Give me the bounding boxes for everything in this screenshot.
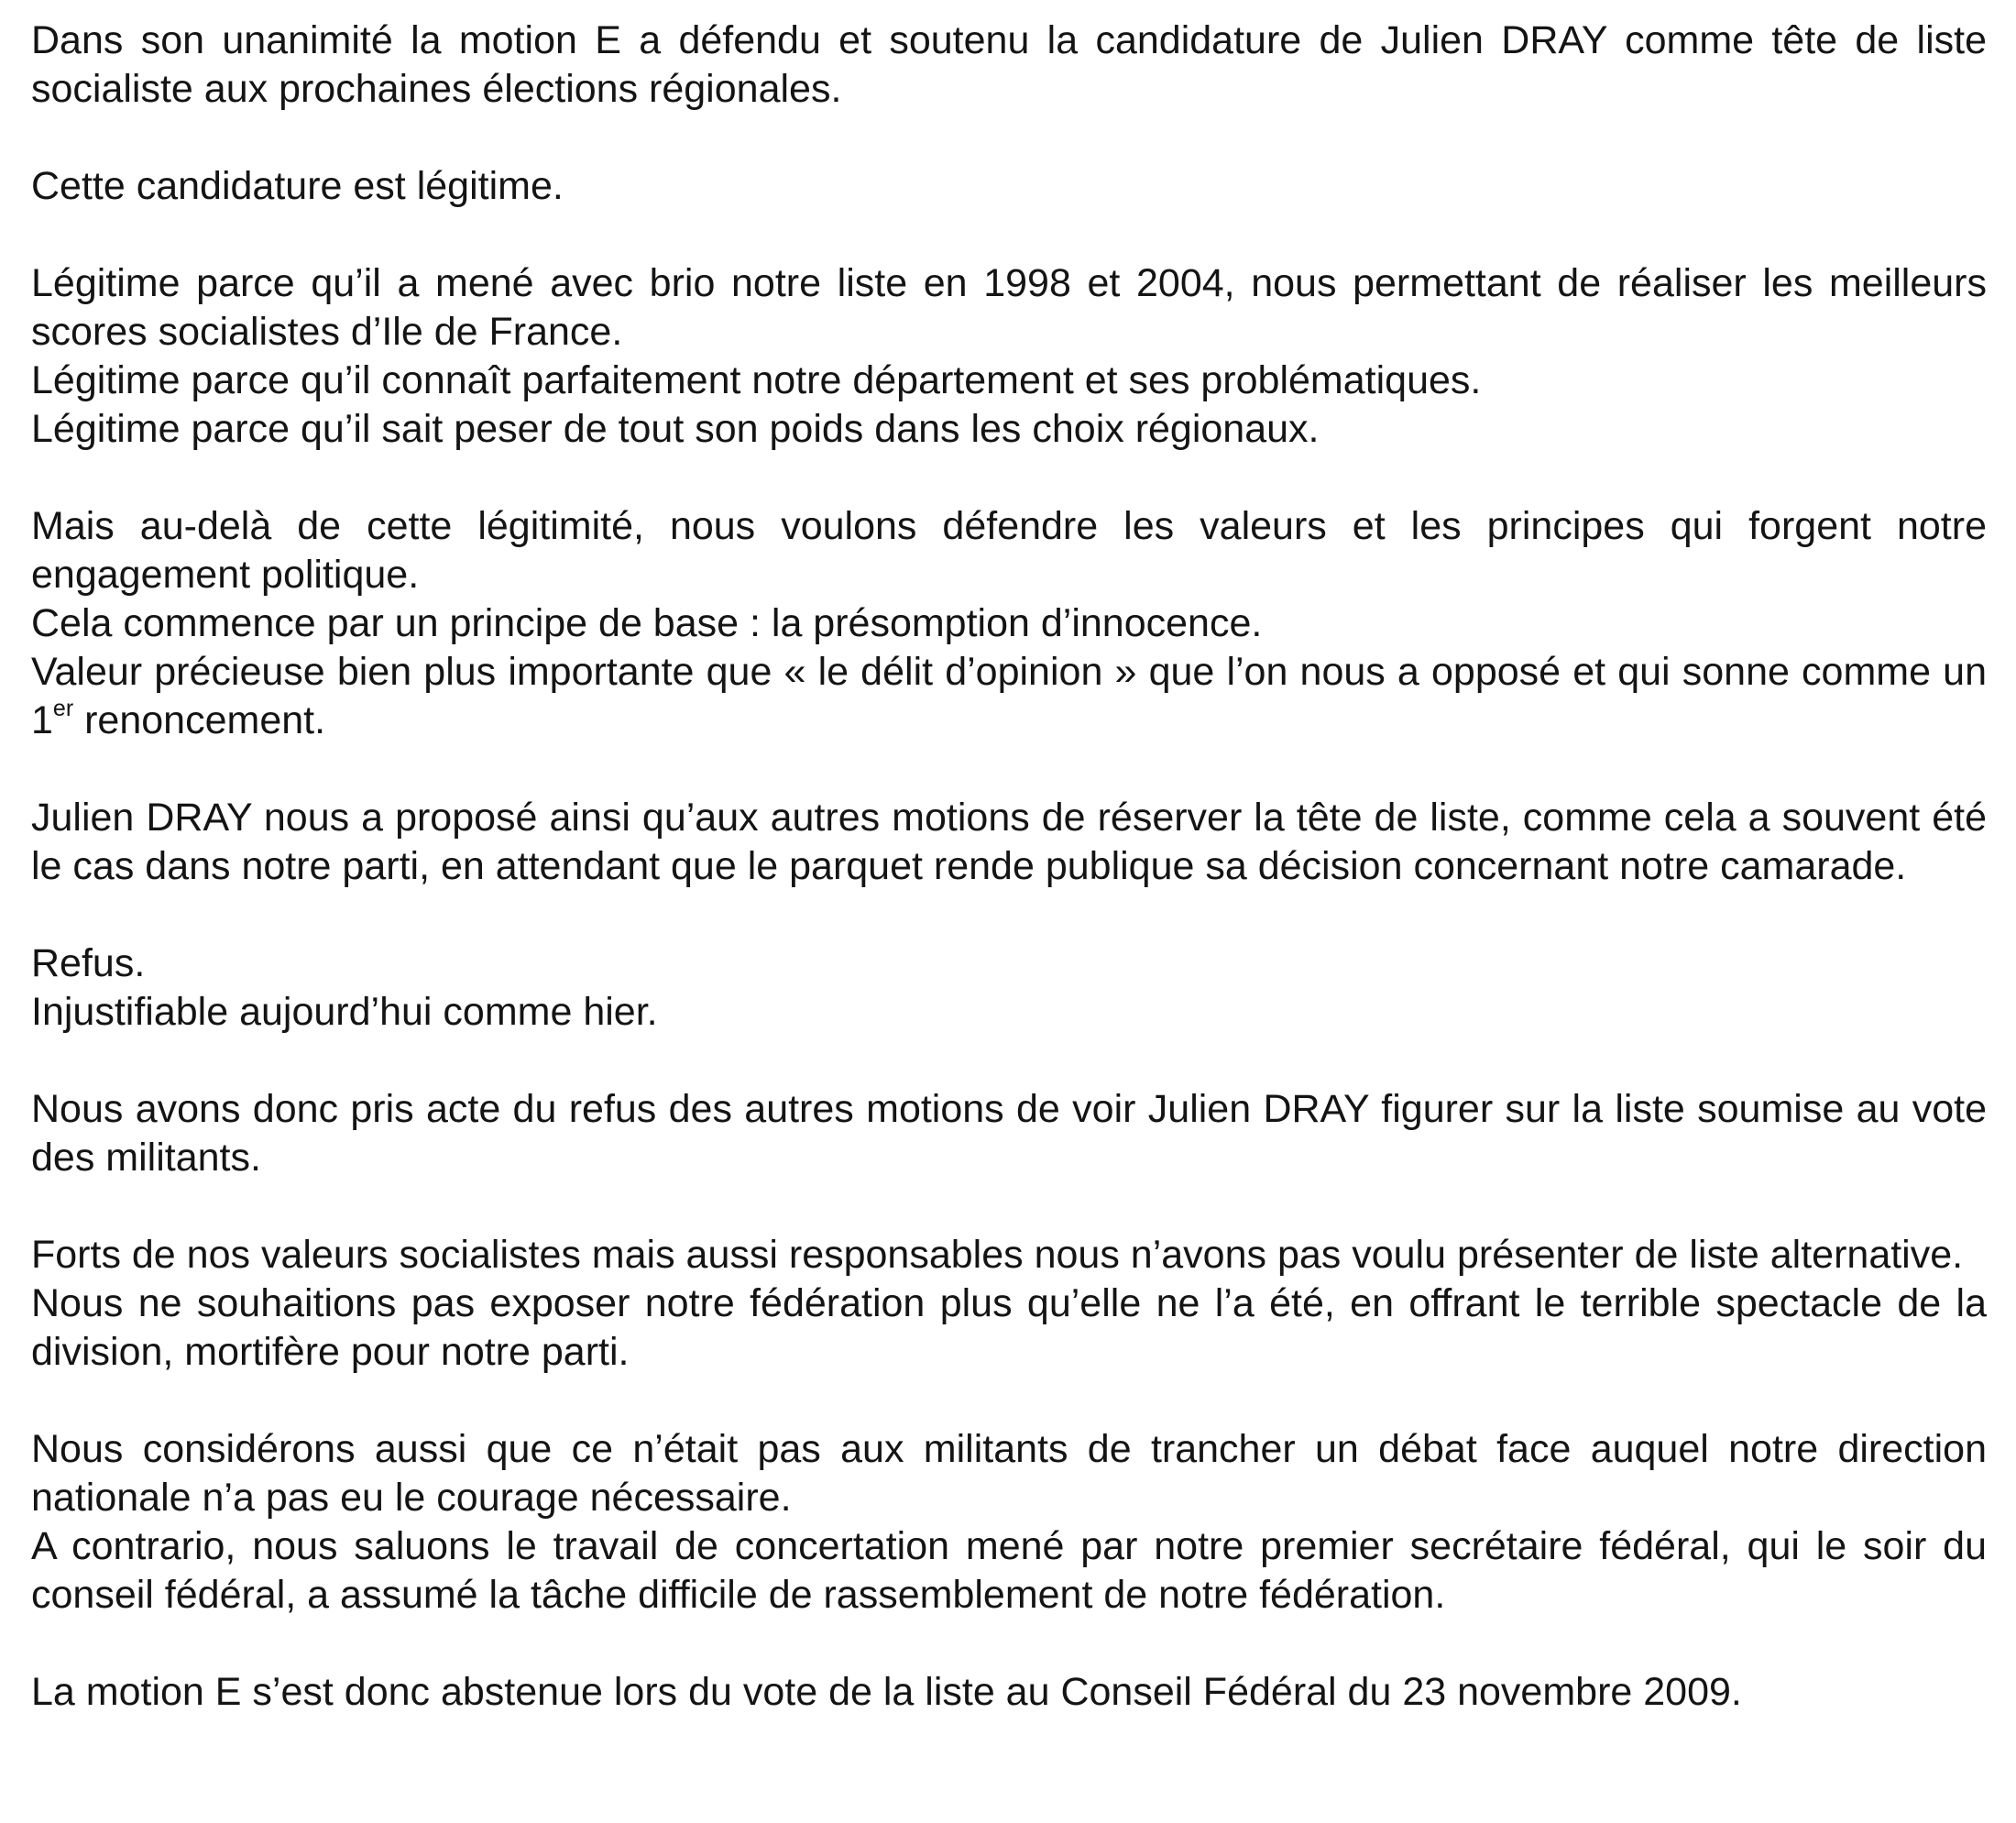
ordinal-line-text: Valeur précieuse bien plus importante que « le délit d’opinion » que l’on nous a opposé et qui sonne comme un 1 [31,650,1987,742]
paragraph-1: Dans son unanimité la motion E a défendu et soutenu la candidature de Julien DRAY comme tête de liste socialiste aux prochaines élections régionales. [31,18,1987,111]
paragraph-8-line-1: Forts de nos valeurs socialistes mais aussi responsables nous n’avons pas voulu présenter de liste alternative. [31,1233,1964,1277]
paragraph-7: Nous avons donc pris acte du refus des autres motions de voir Julien DRAY figurer sur la liste soumise au vote des militants. [31,1087,1987,1180]
paragraph-3-line-2: Légitime parce qu’il connaît parfaitement notre département et ses problématiques. [31,358,1482,402]
paragraph-6-line-1: Refus. [31,941,146,985]
paragraph-10: La motion E s’est donc abstenue lors du vote de la liste au Conseil Fédéral du 23 novembre 2009. [31,1670,1742,1714]
paragraph-4-line-1: Mais au-delà de cette légitimité, nous voulons défendre les valeurs et les principes qui forgent notre engagement politique. [31,504,1987,597]
paragraph-8-line-2: Nous ne souhaitions pas exposer notre fédération plus qu’elle ne l’a été, en offrant le terrible spectacle de la division, mortifère pour notre parti. [31,1281,1987,1374]
paragraph-gap [31,1182,1987,1231]
paragraph-gap [31,1620,1987,1668]
paragraph-6-line-2: Injustifiable aujourd’hui comme hier. [31,990,658,1034]
paragraph-gap [31,114,1987,162]
document-body [31,16,1987,1717]
paragraph-3-line-1: Légitime parce qu’il a mené avec brio notre liste en 1998 et 2004, nous permettant de réaliser les meilleurs scores socialistes d’Ile de France. [31,261,1987,354]
paragraph-gap [31,891,1987,939]
paragraph-5: Julien DRAY nous a proposé ainsi qu’aux autres motions de réserver la tête de liste, comme cela a souvent été le cas dans notre parti, en attendant que le parquet rende publique sa décision concernant notre camarade. [31,796,1987,888]
paragraph-2: Cette candidature est légitime. [31,164,564,208]
paragraph-gap [31,1377,1987,1425]
paragraph-3-line-3: Légitime parce qu’il sait peser de tout son poids dans les choix régionaux. [31,407,1320,451]
paragraph-gap [31,211,1987,259]
paragraph-gap [31,745,1987,794]
paragraph-gap [31,454,1987,502]
paragraph-9-line-2: A contrario, nous saluons le travail de concertation mené par notre premier secrétaire fédéral, qui le soir du conseil fédéral, a assumé la tâche difficile de rassemblement de notre fédération. [31,1524,1987,1617]
paragraph-4-line-3 [31,648,1987,745]
paragraph-gap [31,1037,1987,1085]
paragraph-4-line-2: Cela commence par un principe de base : la présomption d’innocence. [31,601,1263,645]
paragraph-9-line-1: Nous considérons aussi que ce n’était pas aux militants de trancher un débat face auquel notre direction nationale n’a pas eu le courage nécessaire. [31,1427,1987,1520]
ordinal-line-tail: renoncement. [73,698,326,742]
ordinal-superscript: er [52,695,74,721]
